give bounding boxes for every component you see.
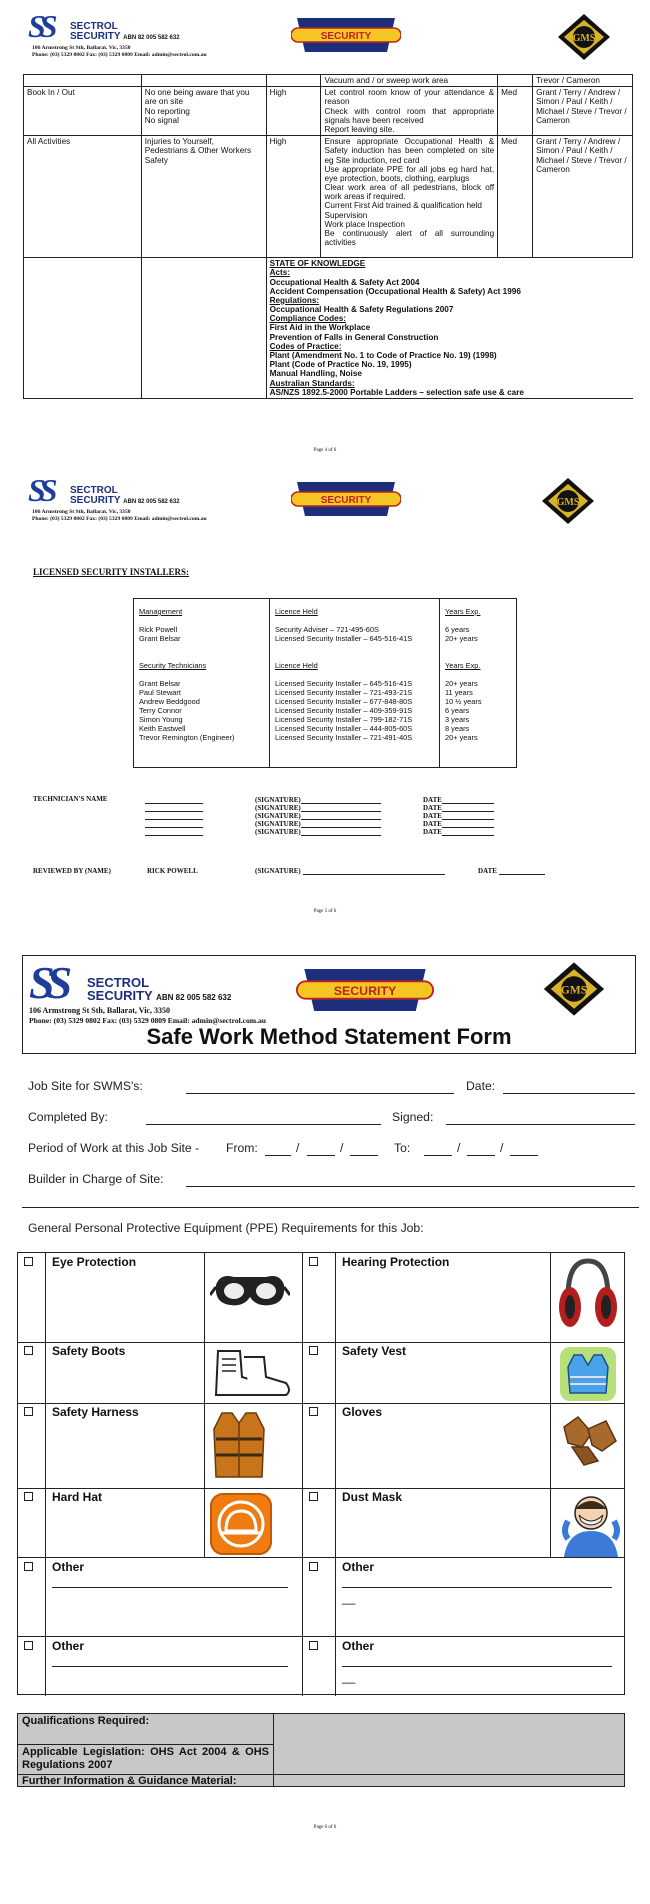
to-day-input[interactable]: [424, 1155, 452, 1156]
safety-harness-checkbox[interactable]: [24, 1407, 33, 1416]
signature-row: [145, 828, 203, 836]
licence-column: Licence Held Security Adviser – 721-495-60S Licensed Security Installer – 645-516-41S Licence Held Licensed Security Installer – 645-516-41S Licensed Security Installer – 721-493-21S Licensed Security Installer – 677-848-80S Licensed Security Installer – 409-359-91S Licensed Security Installer – 799-182-71S Licensed Security Installer – 444-805-60S Licensed Security Installer – 721-491-40S: [269, 599, 439, 767]
risk-table-wrapper: [23, 74, 633, 399]
security-banner-icon: [295, 964, 435, 1016]
vest-icon: [560, 1347, 616, 1401]
table-row: [24, 75, 633, 87]
qualifications-row: Qualifications Required:: [22, 1715, 150, 1727]
company-address: 106 Armstrong St Sth, Ballarat, Vic, 3350: [29, 1006, 170, 1015]
other-dash: __: [342, 1670, 356, 1684]
signature-block: (SIGNATURE) (SIGNATURE) (SIGNATURE) (SIGNATURE) (SIGNATURE) DATE DATE DATE DATE DATE: [145, 796, 505, 846]
company-address: 106 Armstrong St Sth, Ballarat, Vic, 3350: [32, 45, 131, 51]
date-label: Date:: [466, 1079, 496, 1093]
ppe-label: Hearing Protection: [342, 1255, 450, 1269]
other-checkbox[interactable]: [309, 1641, 318, 1650]
other-checkbox[interactable]: [24, 1562, 33, 1571]
ppe-label: Other: [342, 1560, 375, 1574]
gms-logo-icon: [541, 960, 607, 1018]
page-6-footer: Page 6 of 6: [313, 1825, 337, 1830]
reviewer-name: RICK POWELL: [147, 867, 198, 875]
slash: /: [500, 1141, 504, 1155]
header-cell: Vacuum and / or sweep work area: [321, 75, 498, 87]
company-name: SECTROL SECURITY ABN 82 005 582 632: [70, 485, 180, 506]
responsible-cell: Grant / Terry / Andrew / Simon / Paul / Keith / Michael / Steve / Trevor / Cameron: [533, 136, 633, 258]
signed-label: Signed:: [392, 1110, 434, 1124]
builder-label: Builder in Charge of Site:: [28, 1172, 164, 1186]
controls-cell: Let control room know of your attendance & reason Check with control room that appropriate signals have been received Report leaving site.: [321, 87, 498, 136]
table-row: [24, 136, 633, 258]
slash: /: [340, 1141, 344, 1155]
list-item: Keith Eastwell: [139, 724, 186, 734]
earmuffs-icon: [558, 1257, 618, 1335]
sectrol-logo-icon: SS: [28, 472, 52, 508]
other-checkbox[interactable]: [24, 1641, 33, 1650]
list-item: Trevor Remington (Engineer): [139, 733, 235, 743]
hazard-cell: Injuries to Yourself, Pedestrians & Other Workers Safety: [141, 136, 266, 258]
reviewer-signature: (SIGNATURE): [255, 867, 445, 875]
gms-logo-icon: [556, 12, 612, 62]
further-info-row: Further Information & Guidance Material:: [18, 1774, 624, 1788]
company-contact: Phone: (03) 5329 0802 Fax: (03) 5329 0809 Email: admin@sectrol.com.au: [32, 52, 207, 58]
safety-boots-checkbox[interactable]: [24, 1346, 33, 1355]
slash: /: [296, 1141, 300, 1155]
years-column: Years Exp. 6 years 20+ years Years Exp. 20+ years 11 years 10 ½ years 6 years 3 years 8 years 20+ years: [439, 599, 518, 767]
hard-hat-icon: [210, 1493, 272, 1555]
ppe-label: Other: [52, 1639, 85, 1653]
table-row: [24, 87, 633, 136]
gloves-icon: [558, 1407, 622, 1471]
activity-cell: Book In / Out: [24, 87, 142, 136]
list-item: Grant Belsar: [139, 634, 181, 644]
list-item: Andrew Beddgood: [139, 697, 200, 707]
ppe-heading: General Personal Protective Equipment (PPE) Requirements for this Job:: [28, 1221, 424, 1235]
page5-header: [28, 472, 628, 530]
ppe-label: Safety Harness: [52, 1405, 139, 1419]
dust-mask-icon: [558, 1491, 624, 1557]
hearing-protection-checkbox[interactable]: [309, 1257, 318, 1266]
signature-row: [145, 820, 203, 828]
risk-table: [23, 74, 633, 399]
from-day-input[interactable]: [265, 1155, 291, 1156]
signature-row: [145, 796, 203, 804]
ppe-label: Eye Protection: [52, 1255, 137, 1269]
company-name: SECTROL SECURITY ABN 82 005 582 632: [87, 975, 232, 1003]
ppe-label: Safety Boots: [52, 1344, 126, 1358]
hard-hat-checkbox[interactable]: [24, 1492, 33, 1501]
page-5-footer: Page 5 of 6: [313, 909, 337, 914]
date-input[interactable]: [503, 1093, 635, 1094]
other-input[interactable]: [342, 1587, 612, 1588]
table-row: [24, 258, 633, 399]
from-label: From:: [226, 1141, 258, 1155]
from-month-input[interactable]: [307, 1155, 335, 1156]
svg-text:SECURITY: SECURITY: [320, 495, 372, 506]
ppe-label: Safety Vest: [342, 1344, 407, 1358]
installers-table: [133, 598, 517, 768]
period-label: Period of Work at this Job Site -: [28, 1141, 200, 1155]
safety-vest-checkbox[interactable]: [309, 1346, 318, 1355]
responsible-cell: Grant / Terry / Andrew / Simon / Paul / Keith / Michael / Steve / Trevor / Cameron: [533, 87, 633, 136]
controls-cell: Ensure appropriate Occupational Health & Safety induction has been completed on site eg Site induction, red card Use appropriate PPE for all jobs eg hard hat, eye protection, boots, clothing, earplugs Clear work area of all pedestrians, block off work areas if required. Current First Aid trained & qualification held Supervision Work place Inspection Be continuously alert of all surrounding activities: [321, 136, 498, 258]
ppe-grid: [17, 1252, 625, 1695]
activity-cell: All Activities: [24, 136, 142, 258]
from-year-input[interactable]: [350, 1155, 378, 1156]
names-column: Management Rick Powell Grant Belsar Security Technicians Grant Belsar Paul Stewart Andrew Beddgood Terry Connor Simon Young Keith Eastwell Trevor Remington (Engineer): [134, 599, 269, 767]
page-4-footer: Page 4 of 6: [313, 448, 337, 453]
to-label: To:: [394, 1141, 411, 1155]
dust-mask-checkbox[interactable]: [309, 1492, 318, 1501]
page-title: Safe Work Method Statement Form: [146, 1024, 512, 1049]
residual-cell: Med: [498, 87, 533, 136]
page4-header: [28, 8, 628, 66]
eye-protection-checkbox[interactable]: [24, 1257, 33, 1266]
other-dash: __: [342, 1591, 356, 1605]
risk-cell: High: [266, 136, 321, 258]
divider: [22, 1207, 639, 1208]
gloves-checkbox[interactable]: [309, 1407, 318, 1416]
reviewer-date: DATE: [478, 867, 545, 875]
ppe-label: Other: [52, 1560, 85, 1574]
harness-icon: [210, 1409, 268, 1481]
svg-text:GMS: GMS: [556, 497, 580, 508]
slash: /: [457, 1141, 461, 1155]
job-site-label: Job Site for SWMS's:: [28, 1079, 143, 1093]
qualifications-table: [17, 1713, 625, 1787]
residual-cell: Med: [498, 136, 533, 258]
sectrol-logo-icon: SS: [29, 957, 65, 1008]
header-cell: Trevor / Cameron: [533, 75, 633, 87]
sectrol-logo-icon: SS: [28, 8, 52, 44]
page6-header: [22, 955, 636, 1054]
builder-input[interactable]: [186, 1186, 635, 1187]
security-banner-icon: [291, 14, 401, 56]
signature-row: [145, 812, 203, 820]
ppe-label: Other: [342, 1639, 375, 1653]
other-input[interactable]: [342, 1666, 612, 1667]
list-item: Rick Powell: [139, 625, 178, 635]
boots-icon: [210, 1347, 294, 1401]
list-item: Grant Belsar: [139, 679, 181, 689]
other-input[interactable]: [52, 1666, 288, 1667]
to-month-input[interactable]: [467, 1155, 495, 1156]
reviewed-by-label: REVIEWED BY (NAME): [33, 867, 111, 875]
banner-text: SECURITY: [320, 31, 372, 42]
gms-logo-icon: [540, 476, 596, 526]
to-year-input[interactable]: [510, 1155, 538, 1156]
state-of-knowledge-cell: STATE OF KNOWLEDGE Acts: Occupational Health & Safety Act 2004 Accident Compensation (Occupational Health & Safety) Act 1996 Regulations: Occupational Health & Safety Regulations 2007 Compliance Codes: First Aid in the Workplace Prevention of Falls in General Construction Codes of Practice: Plant (Amendment No. 1 to Code of Practice No. 19) (1998) Plant (Code of Practice No. 19, 1995) Manual Handling, Noise Australian Standards: AS/NZS 1892.5-2000 Portable Ladders – selection safe use & care: [266, 258, 632, 399]
completed-by-label: Completed By:: [28, 1110, 108, 1124]
ppe-label: Gloves: [342, 1405, 383, 1419]
legislation-row: Applicable Legislation: OHS Act 2004 & OHS Regulations 2007: [18, 1744, 273, 1774]
security-banner-icon: [291, 478, 401, 520]
svg-text:GMS: GMS: [560, 983, 588, 997]
list-item: Paul Stewart: [139, 688, 181, 698]
other-checkbox[interactable]: [309, 1562, 318, 1571]
signed-input[interactable]: [446, 1124, 635, 1125]
ppe-label: Dust Mask: [342, 1490, 403, 1504]
installers-title: LICENSED SECURITY INSTALLERS:: [33, 567, 190, 577]
signature-row: [145, 804, 203, 812]
other-input[interactable]: [52, 1587, 288, 1588]
company-name: SECTROL SECURITY ABN 82 005 582 632: [70, 21, 180, 42]
job-site-input[interactable]: [186, 1093, 454, 1094]
ppe-label: Hard Hat: [52, 1490, 103, 1504]
company-address: 106 Armstrong St Sth, Ballarat, Vic, 3350: [32, 509, 131, 515]
technician-name-label: TECHNICIAN'S NAME: [33, 795, 108, 803]
completed-by-input[interactable]: [146, 1124, 381, 1125]
risk-cell: High: [266, 87, 321, 136]
list-item: Simon Young: [139, 715, 183, 725]
hazard-cell: No one being aware that you are on site No reporting No signal: [141, 87, 266, 136]
company-contact: Phone: (03) 5329 0802 Fax: (03) 5329 0809 Email: admin@sectrol.com.au: [29, 1016, 267, 1025]
list-item: Terry Connor: [139, 706, 182, 716]
goggles-icon: [210, 1267, 290, 1317]
company-contact: Phone: (03) 5329 0802 Fax: (03) 5329 0809 Email: admin@sectrol.com.au: [32, 516, 207, 522]
svg-text:SECURITY: SECURITY: [333, 983, 397, 998]
svg-text:GMS: GMS: [572, 33, 596, 44]
